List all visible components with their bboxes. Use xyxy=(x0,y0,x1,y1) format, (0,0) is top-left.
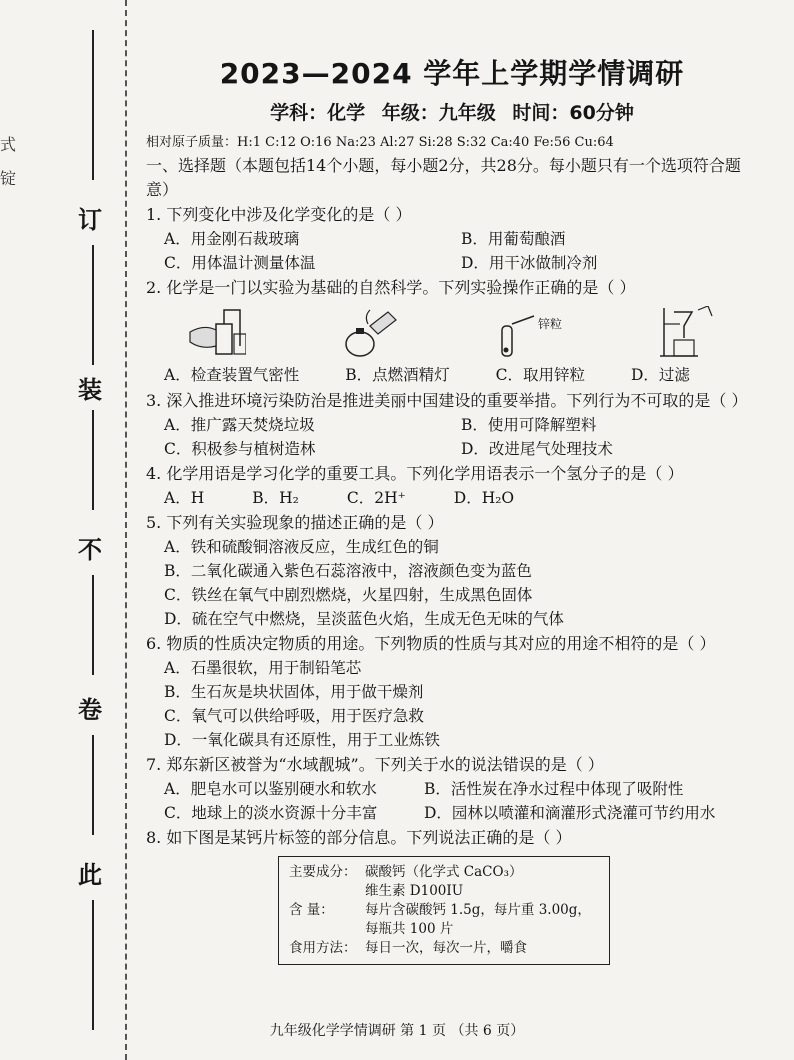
option: A．用金刚石裁玻璃 xyxy=(164,230,300,248)
question-stem: 8. 如下图是某钙片标签的部分信息。下列说法正确的是（ ） xyxy=(146,828,572,847)
label-row-usage xyxy=(289,939,599,958)
exam-page xyxy=(146,52,758,965)
cut-line xyxy=(125,0,127,1060)
binding-char: 订 xyxy=(78,205,102,234)
binding-line xyxy=(92,900,94,1030)
option: D．用干冰做制冷剂 xyxy=(461,254,598,272)
label-key-spacer xyxy=(289,920,365,939)
label-row-content xyxy=(289,901,599,920)
option: A．肥皂水可以鉴别硬水和软水 xyxy=(164,780,377,798)
airtightness-check-icon xyxy=(186,306,246,358)
calcium-label-box xyxy=(278,856,610,965)
binding-char: 卷 xyxy=(78,695,102,724)
section-title: 一、选择题（本题包括14个小题，每小题2分，共28分。每小题只有一个选项符合题意） xyxy=(146,156,741,199)
label-value: 每片含碳酸钙 1.5g，每片重 3.00g， xyxy=(365,902,591,918)
atomic-masses: 相对原子质量：H:1 C:12 O:16 Na:23 Al:27 Si:28 S:32 Ca:40 Fe:56 Cu:64 xyxy=(146,135,614,150)
question-stem: 3. 深入推进环境污染防治是推进美丽中国建设的重要举措。下列行为不可取的是（ ） xyxy=(146,391,748,410)
option: B．用葡萄酿酒 xyxy=(461,230,566,248)
binding-line xyxy=(92,245,94,365)
option: D．H₂O xyxy=(453,489,515,507)
option: C．用体温计测量体温 xyxy=(164,254,316,272)
binding-line xyxy=(92,575,94,675)
binding-margin xyxy=(0,0,128,1060)
option: B．点燃酒精灯 xyxy=(345,366,450,384)
label-value: 碳酸钙（化学式 CaCO₃） xyxy=(365,864,523,880)
option: B．使用可降解塑料 xyxy=(461,416,597,434)
options xyxy=(146,362,758,388)
option: C．氧气可以供给呼吸，用于医疗急救 xyxy=(164,707,424,725)
binding-char: 装 xyxy=(78,375,102,404)
experiment-illustrations xyxy=(146,300,758,358)
option: A．铁和硫酸铜溶液反应，生成红色的铜 xyxy=(164,538,439,556)
option: A．推广露天焚烧垃圾 xyxy=(164,416,315,434)
question-stem: 7. 郑东新区被誉为“水域靓城”。下列关于水的说法错误的是（ ） xyxy=(146,755,604,774)
option: D．一氧化碳具有还原性，用于工业炼铁 xyxy=(164,731,440,749)
label-row-vitamin xyxy=(289,882,599,901)
question-stem: 6. 物质的性质决定物质的用途。下列物质的性质与其对应的用途不相符的是（ ） xyxy=(146,634,716,653)
label-key: 含 量： xyxy=(289,902,334,918)
options xyxy=(146,535,758,631)
filtration-icon xyxy=(658,306,718,358)
option: B．生石灰是块状固体，用于做干燥剂 xyxy=(164,683,424,701)
binding-line xyxy=(92,30,94,180)
option: D．硫在空气中燃烧，呈淡蓝色火焰，生成无色无味的气体 xyxy=(164,610,564,628)
page-footer: 九年级化学学情调研 第 1 页 （共 6 页） xyxy=(269,1023,525,1039)
option: A．H xyxy=(164,489,205,507)
options xyxy=(146,413,758,461)
option: B．二氧化碳通入紫色石蕊溶液中，溶液颜色变为蓝色 xyxy=(164,562,532,580)
option: C．铁丝在氧气中剧烈燃烧，火星四射，生成黑色固体 xyxy=(164,586,533,604)
label-key-spacer xyxy=(289,882,365,901)
options xyxy=(146,227,758,275)
question-stem: 2. 化学是一门以实验为基础的自然科学。下列实验操作正确的是（ ） xyxy=(146,278,636,297)
option: B．H₂ xyxy=(252,489,299,507)
binding-char: 此 xyxy=(78,860,102,889)
label-value: 每日一次，每次一片，嚼食 xyxy=(365,940,527,956)
label-key: 食用方法： xyxy=(289,940,357,956)
question-stem: 5. 下列有关实验现象的描述正确的是（ ） xyxy=(146,513,444,532)
label-value: 维生素 D100IU xyxy=(365,883,464,899)
binding-char: 不 xyxy=(78,535,102,564)
option: C．2H⁺ xyxy=(346,489,406,507)
exam-title: 2023—2024 学年上学期学情调研 xyxy=(219,57,685,90)
options xyxy=(146,777,758,825)
question-stem: 1. 下列变化中涉及化学变化的是（ ） xyxy=(146,205,412,224)
option: D．园林以喷灌和滴灌形式浇灌可节约用水 xyxy=(424,804,716,822)
option: C．积极参与植树造林 xyxy=(164,440,316,458)
edge-char: 锭 xyxy=(0,169,17,188)
option: C．地球上的淡水资源十分丰富 xyxy=(164,804,378,822)
question-stem: 4. 化学用语是学习化学的重要工具。下列化学用语表示一个氢分子的是（ ） xyxy=(146,464,684,483)
option: B．活性炭在净水过程中体现了吸附性 xyxy=(424,780,684,798)
zinc-granule-icon xyxy=(494,306,564,358)
option: D．过滤 xyxy=(630,366,690,384)
binding-line xyxy=(92,410,94,510)
label-value: 每瓶共 100 片 xyxy=(365,921,454,937)
option: C．取用锌粒 xyxy=(495,366,585,384)
zinc-label: 锌粒 xyxy=(538,317,563,331)
option: A．石墨很软，用于制铅笔芯 xyxy=(164,659,362,677)
options xyxy=(146,486,758,510)
label-key: 主要成分： xyxy=(289,864,357,880)
binding-line xyxy=(92,735,94,835)
option: A．检查装置气密性 xyxy=(164,366,300,384)
alcohol-lamp-icon xyxy=(340,306,400,358)
label-row-count xyxy=(289,920,599,939)
edge-char: 式 xyxy=(0,135,17,154)
label-row-ingredients xyxy=(289,863,599,882)
subject-line: 学科：化学 年级：九年级 时间：60分钟 xyxy=(270,102,634,124)
options xyxy=(146,656,758,752)
option: D．改进尾气处理技术 xyxy=(461,440,613,458)
